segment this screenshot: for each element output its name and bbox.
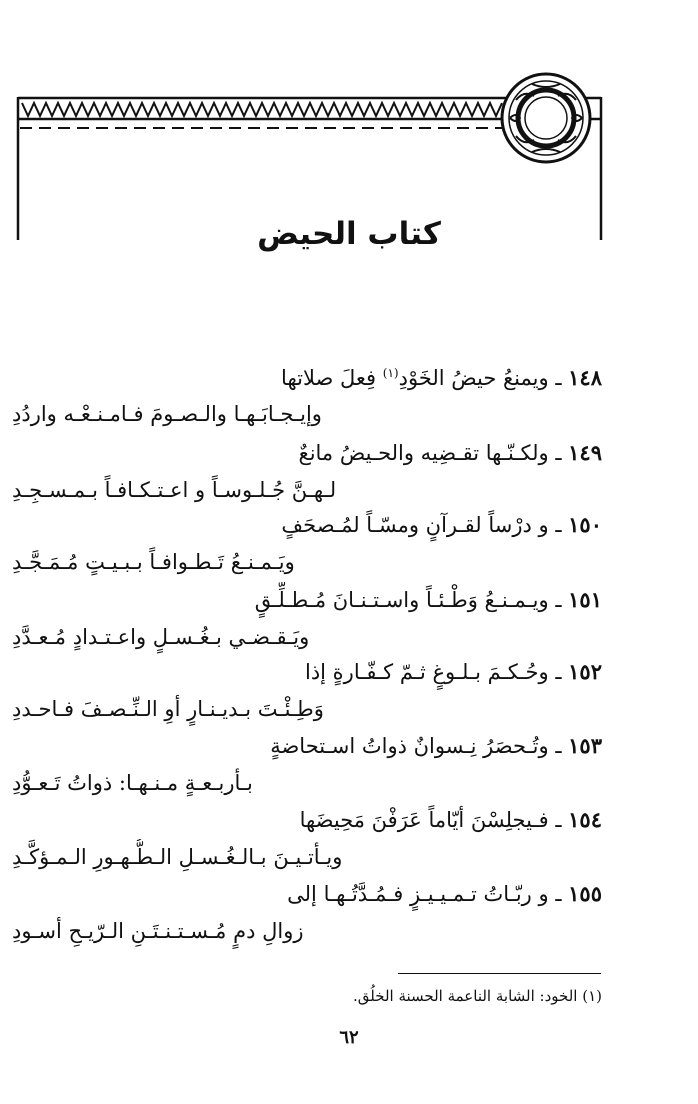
footnote-text: الخود: الشابة الناعمة الحسنة الخلُق. [353,987,578,1005]
verse-153-first-half [12,728,602,764]
verse-dash: ـ [548,513,562,537]
verse-dash: ـ [548,660,562,684]
verse-150-first-half [12,507,602,543]
verse-150-second-half: ويَـمـنـعُ تَـطـوافـاً بـبـيـتٍ مُـمَـجَّـدِ [12,550,295,574]
page-number: ٦٢ [339,1027,359,1048]
verse-text-end: فِعلَ صلاتها [281,366,377,390]
verse-text: و ربّـاتُ تـمـيـيـزٍ فـمُـدَّتُـهـا إلى [287,882,549,906]
verse-number: ١٥٥ [568,881,602,906]
verse-number: ١٥٠ [568,512,602,537]
verse-151-second-half: ويَـقـضـي بـغُـسـلٍ واعـتـدادٍ مُـعـدَّدِ [12,625,310,649]
verse-dash: ـ [548,588,562,612]
verse-152-first-half [12,654,602,690]
verse-number: ١٥١ [568,587,602,612]
verse-154-second-half: ويـأتـيـنَ بـالـغُـسـلِ الـطُّـهـورِ الـمـؤكَّـدِ [12,845,343,869]
verse-151-first-half [12,582,602,618]
verse-number: ١٥٢ [568,659,602,684]
verse-dash: ـ [548,441,562,465]
verse-152-second-half: وَطِـئْـتَ بـديـنـارٍ أوِ الـنِّـصـفَ فـاحـددِ [12,697,324,721]
verse-dash: ـ [548,808,562,832]
verse-154-first-half [12,802,602,838]
verse-number: ١٤٨ [568,365,602,390]
verse-text: و درْساً لقـرآنٍ ومسّـاً لمُـصحَفٍ [281,513,549,537]
footnote-separator [398,973,601,974]
zigzag-border [22,103,502,116]
footnote [82,984,602,1008]
verse-149-first-half [12,435,602,471]
verse-number: ١٤٩ [568,440,602,465]
chapter-title: كتاب الحيض [257,216,441,252]
footnote-number: (١) [582,987,602,1005]
verse-text: وحُـكـمَ بـلـوغٍ ثـمّ كـفّـارةٍ إذا [304,660,549,684]
verse-text: فـيجلِسْنَ أيّاماً عَرَفْنَ مَحِيضَها [299,808,549,832]
verse-text: ويـمـنـعُ وَطْـئـاً واسـتـنـانَ مُـطـلِّـقٍ [254,588,549,612]
verse-dash: ـ [548,882,562,906]
verse-155-first-half [12,876,602,912]
verse-text: ولكـنّـها تقـضِيه والحـيضُ مانعٌ [298,441,549,465]
verse-153-second-half: بـأربـعـةٍ مـنـهـا: ذواتُ تَـعـوُّدِ [12,771,253,795]
verse-149-second-half: لـهـنَّ جُـلـوسـاً و اعـتـكـافـاً بـمـسـجِـدِ [12,478,337,502]
verse-dash: ـ [548,366,562,390]
verse-number: ١٥٤ [568,807,602,832]
verse-text: وتُـحصَرُ نِـسوانٌ ذواتُ اسـتحاضةٍ [270,734,549,758]
verse-148-first-half [12,360,602,396]
verse-148-second-half: وإيـجـابَـهـا والـصـومَ فـامـنـعْـه واردُدِ [12,402,322,426]
verse-155-second-half: زوالِ دمٍ مُـسـتـنـتَـنِ الـرّيـحِ أسـودِ [12,919,304,943]
verse-number: ١٥٣ [568,733,602,758]
footnote-marker: (١) [382,366,399,380]
verse-dash: ـ [548,734,562,758]
medallion-ornament [502,74,590,162]
verse-text: ويمنعُ حيضُ الخَوْدِ [398,366,549,390]
